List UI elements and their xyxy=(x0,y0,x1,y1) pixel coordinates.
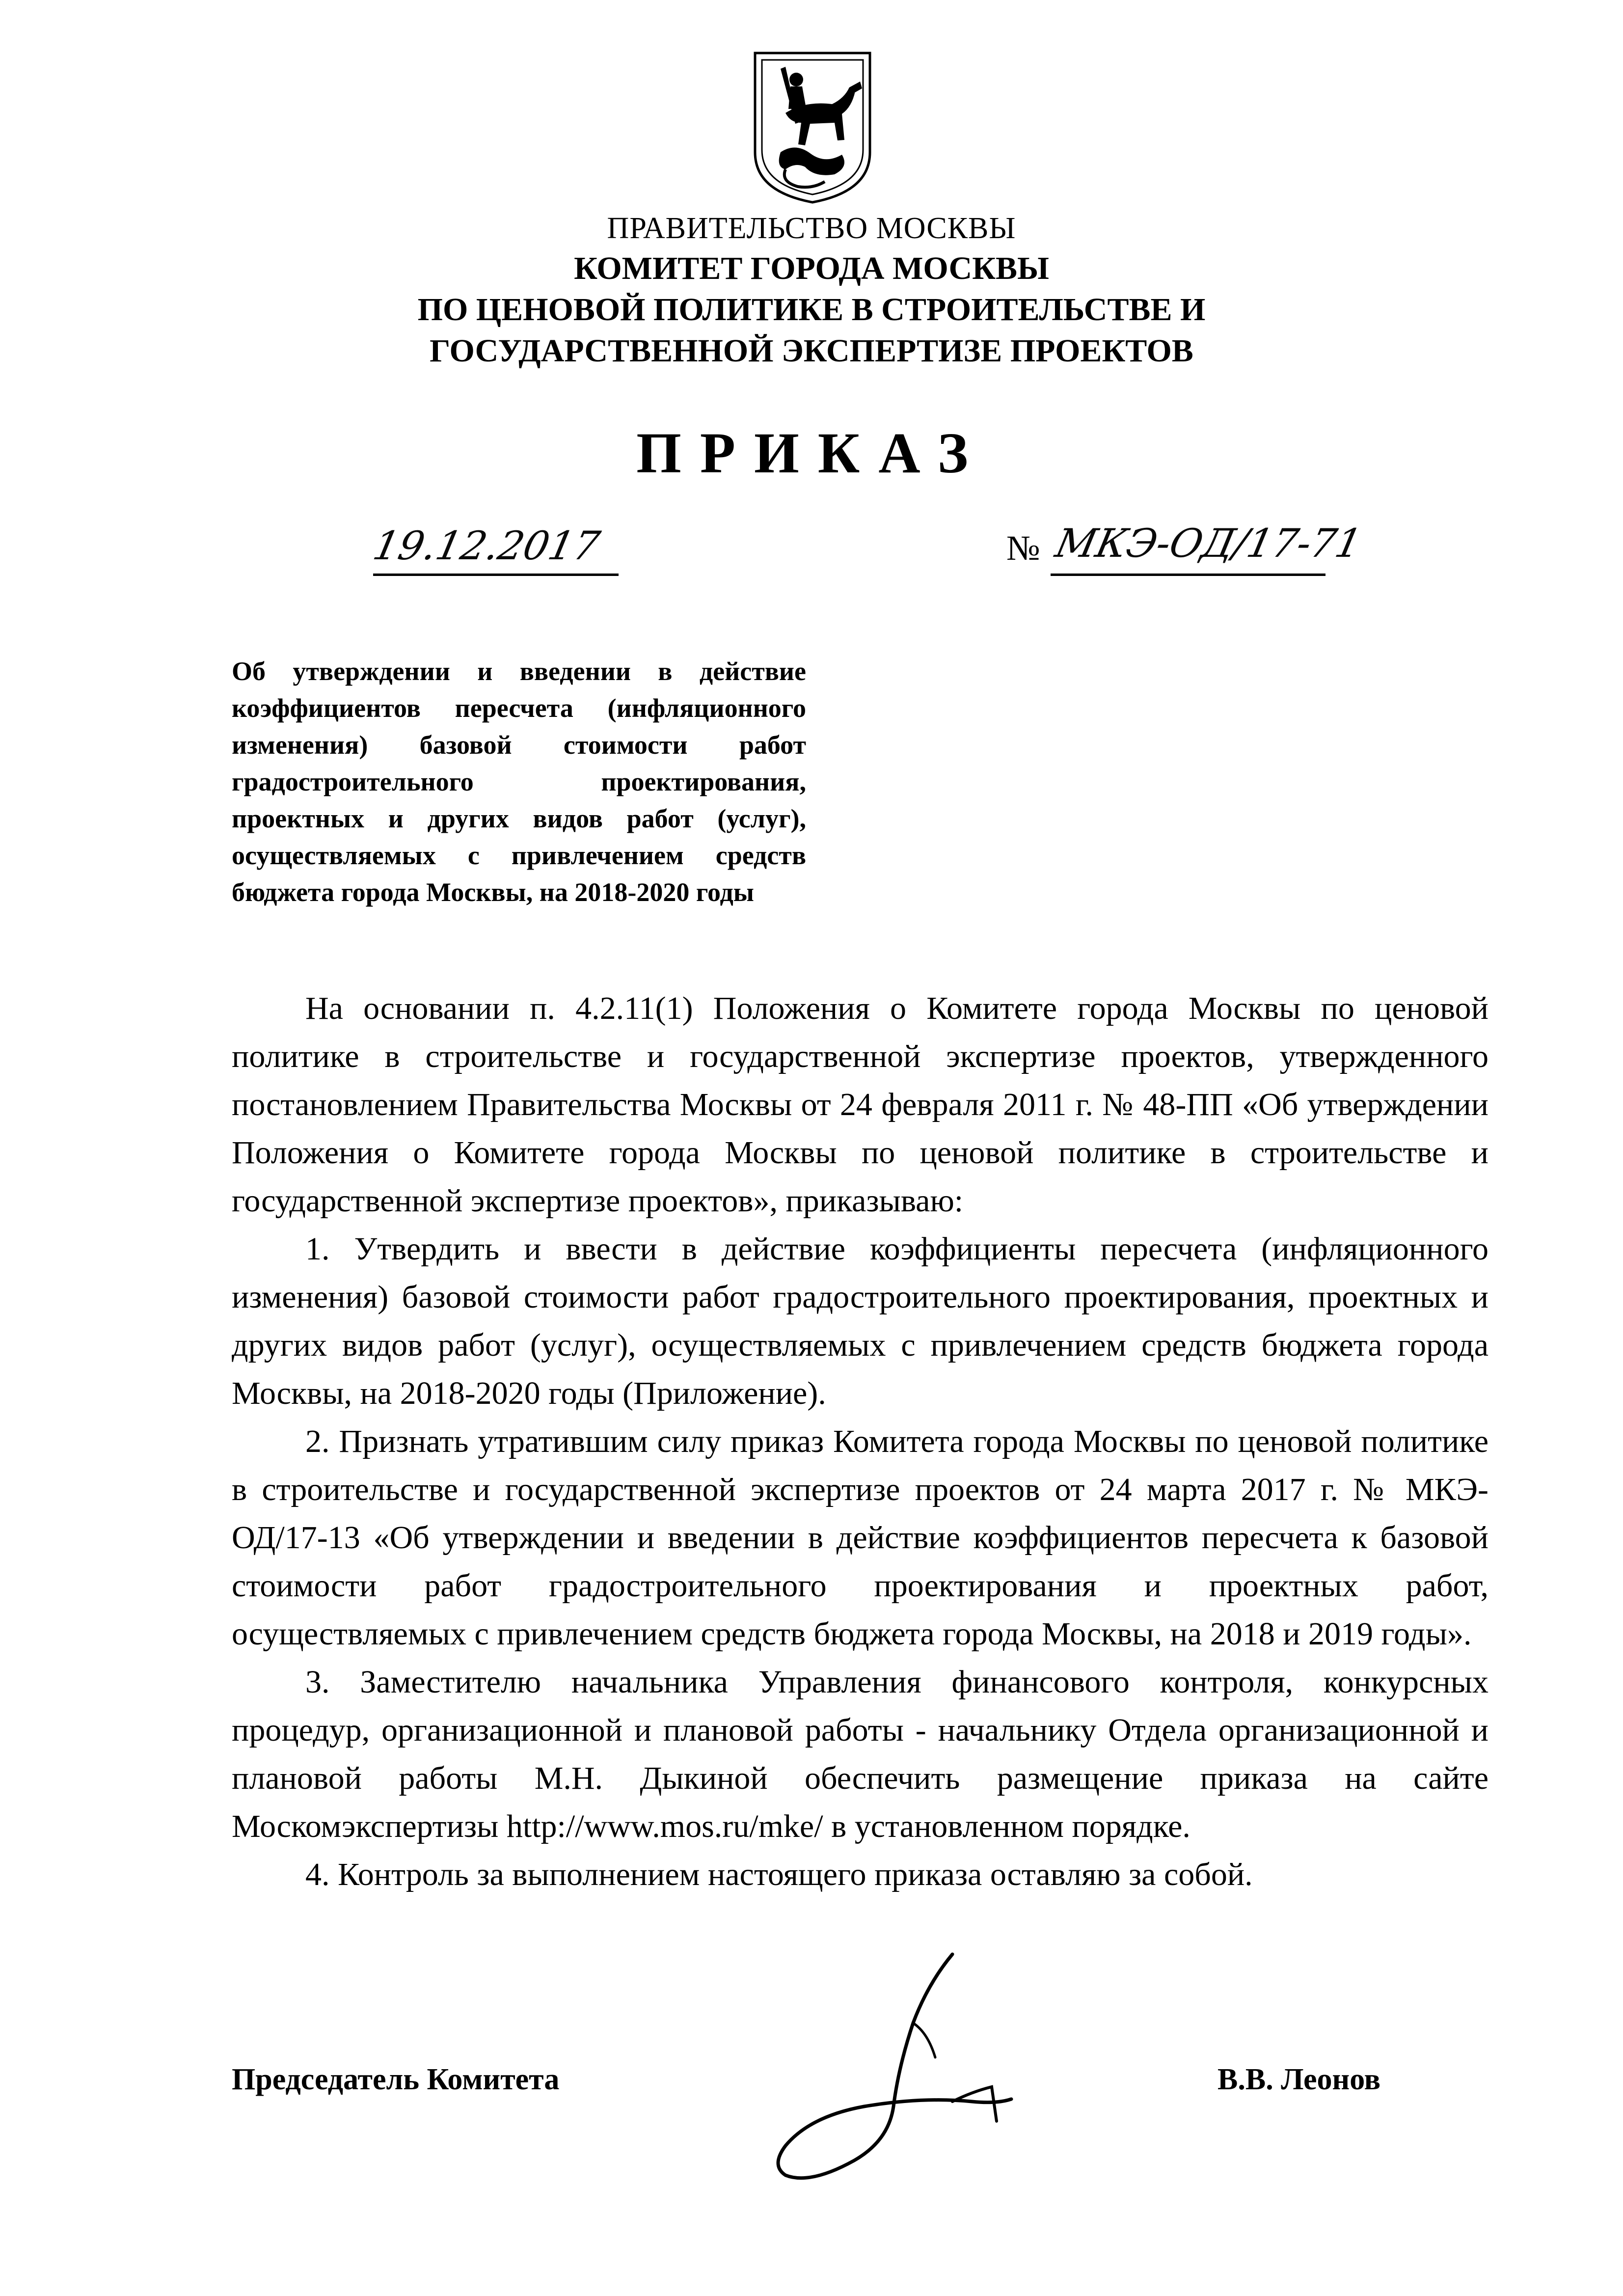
committee-name-line-2: ПО ЦЕНОВОЙ ПОЛИТИКЕ В СТРОИТЕЛЬСТВЕ И xyxy=(417,292,1206,328)
handwritten-signature-icon xyxy=(766,1944,1168,2219)
order-number: МКЭ-ОД/17-71 xyxy=(1051,520,1366,566)
order-title: ПРИКАЗ xyxy=(636,421,987,485)
number-underline xyxy=(1051,574,1325,576)
signatory-name: В.В. Леонов xyxy=(1217,2063,1381,2096)
order-item-3: 3. Заместителю начальника Управления финансового контроля, конкурсных процедур, организационной и плановой работы - начальнику Отдела организационной и плановой работы М.Н. Дыкиной обеспечить размещение приказа на сайте Москомэкспертизы http://www.mos.ru/mke/ в установленном порядке. xyxy=(232,1664,1488,1844)
government-name: ПРАВИТЕЛЬСТВО МОСКВЫ xyxy=(607,212,1016,245)
order-item-2: 2. Признать утратившим силу приказ Комитета города Москвы по ценовой политике в строительстве и государственной экспертизе проектов от 24 марта 2017 г. № МКЭ-ОД/17-13 «Об утверждении и введении в действие коэффициентов пересчета к базовой стоимости работ градостроительного проектирования и проектных работ, осуществляемых с привлечением средств бюджета города Москвы, на 2018 и 2019 годы». xyxy=(232,1423,1488,1652)
moscow-coat-of-arms-icon xyxy=(751,49,874,206)
letterhead xyxy=(0,209,1623,372)
order-date: 19.12.2017 xyxy=(369,523,604,569)
order-item-1: 1. Утвердить и ввести в действие коэффициенты пересчета (инфляционного изменения) базовой стоимости работ градостроительного проектирования, проектных и других видов работ (услуг), осуществляемых с привлечением средств бюджета города Москвы, на 2018-2020 годы (Приложение). xyxy=(232,1231,1488,1411)
order-subject: Об утверждении и введении в действие коэффициентов пересчета (инфляционного изменения) базовой стоимости работ градостроительного проектирования, проектных и других видов работ (услуг), осуществляемых с привлечением средств бюджета города Москвы, на 2018-2020 годы xyxy=(232,656,806,907)
order-item-4: 4. Контроль за выполнением настоящего приказа оставляю за собой. xyxy=(305,1857,1253,1892)
order-body xyxy=(232,984,1488,1899)
preamble-paragraph: На основании п. 4.2.11(1) Положения о Комитете города Москвы по ценовой политике в строительстве и государственной экспертизе проектов, утвержденного постановлением Правительства Москвы от 24 февраля 2011 г. № 48-ПП «Об утверждении Положения о Комитете города Москвы по ценовой политике в строительстве и государственной экспертизе проектов», приказываю: xyxy=(232,990,1488,1219)
committee-name-line-1: КОМИТЕТ ГОРОДА МОСКВЫ xyxy=(574,250,1049,286)
signatory-role: Председатель Комитета xyxy=(232,2063,560,2096)
number-sign: № xyxy=(1006,528,1040,568)
date-underline xyxy=(373,574,619,576)
committee-name-line-3: ГОСУДАРСТВЕННОЙ ЭКСПЕРТИЗЕ ПРОЕКТОВ xyxy=(430,333,1193,369)
